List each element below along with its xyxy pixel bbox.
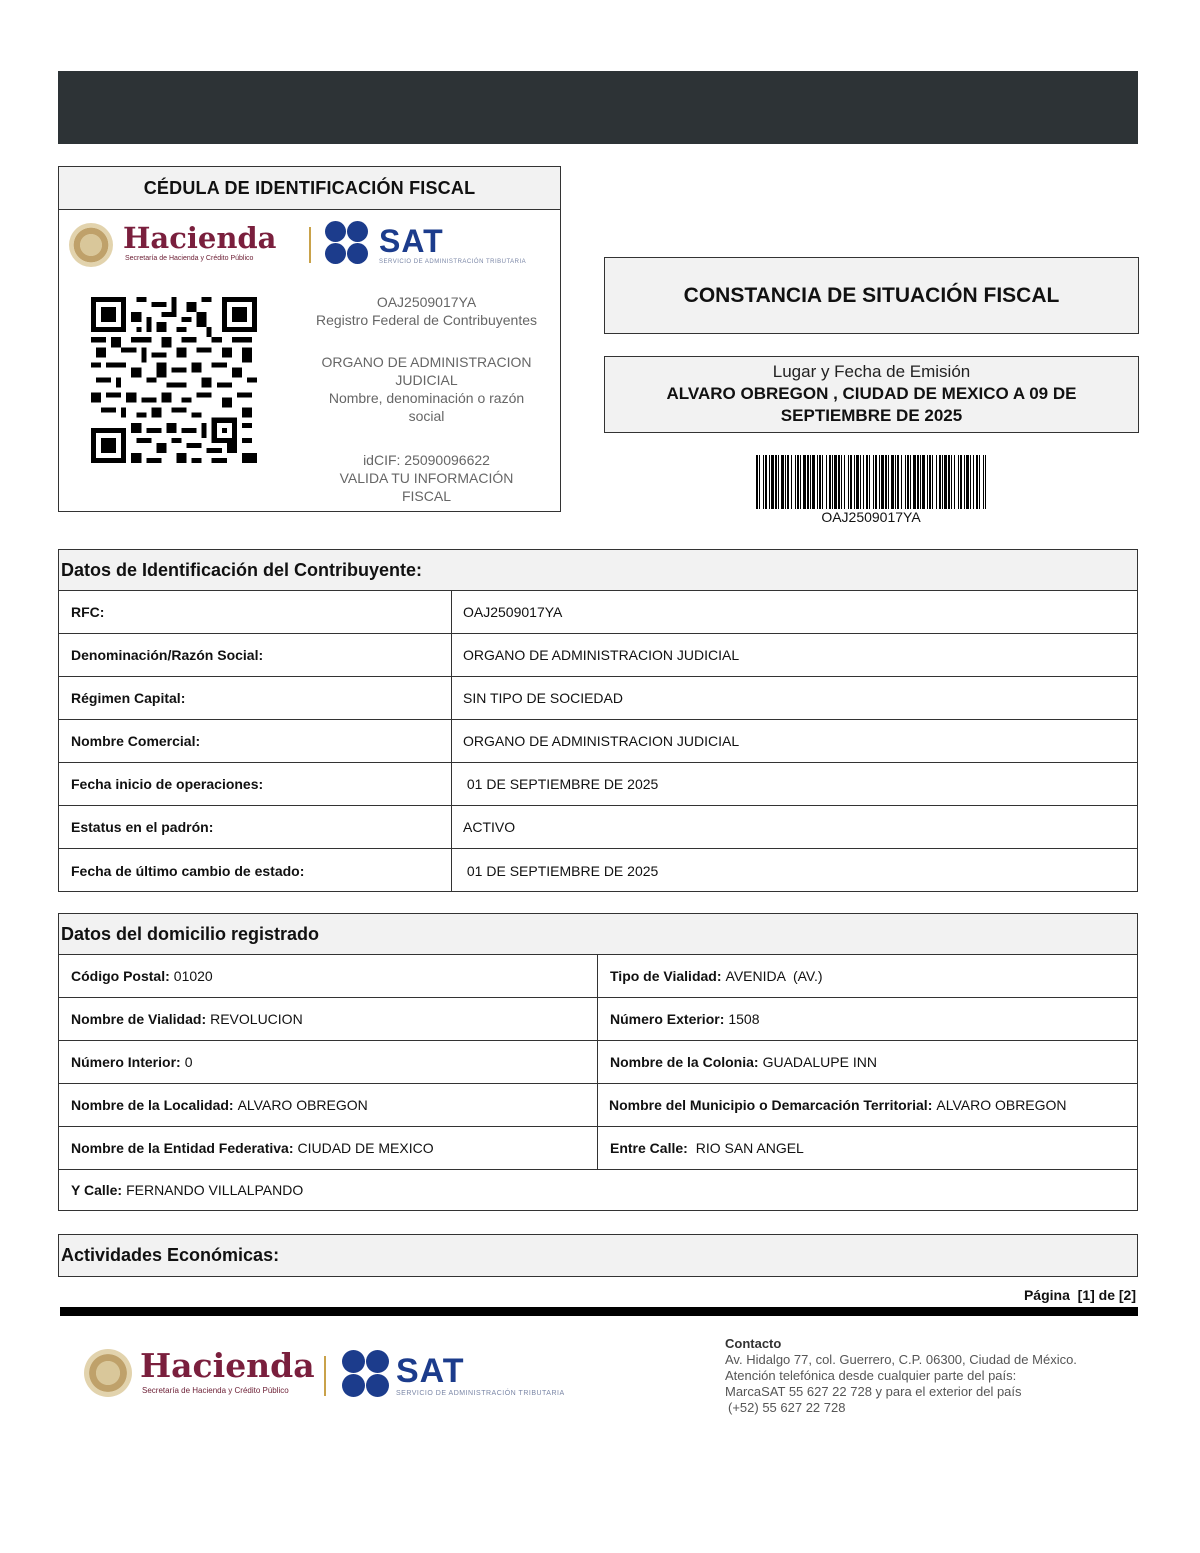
field-label: Tipo de Vialidad: [610, 968, 722, 984]
table-row [59, 720, 1137, 763]
barcode-icon [756, 455, 986, 509]
contacto-block [725, 1336, 1145, 1416]
contacto-line4: (+52) 55 627 22 728 [728, 1400, 846, 1415]
field-value: REVOLUCION [210, 1011, 303, 1027]
identificacion-section [58, 549, 1138, 892]
page-number: Página [1] de [2] [1023, 1287, 1136, 1303]
row-label: Estatus en el padrón: [59, 806, 452, 848]
logo-divider [309, 227, 311, 263]
top-banner [58, 71, 1138, 144]
table-row [59, 998, 1137, 1041]
cedula-idcif: idCIF: 25090096622 [363, 452, 490, 468]
table-row [59, 763, 1137, 806]
cedula-nombre-label-line2: social [408, 408, 445, 424]
field-label: Y Calle: [71, 1182, 123, 1198]
domicilio-cell [59, 1084, 598, 1126]
table-row [59, 1041, 1137, 1084]
cedula-valida-line2: FISCAL [401, 488, 451, 504]
table-row [59, 1084, 1137, 1127]
table-row [59, 955, 1137, 998]
table-row [59, 1170, 1137, 1210]
footer-logos [84, 1346, 584, 1406]
row-value: 01 DE SEPTIEMBRE DE 2025 [463, 776, 659, 792]
field-value: GUADALUPE INN [762, 1054, 877, 1070]
row-value: 01 DE SEPTIEMBRE DE 2025 [463, 862, 659, 879]
sat-logo-subtitle: SERVICIO DE ADMINISTRACIÓN TRIBUTARIA [396, 1390, 565, 1397]
row-value: ORGANO DE ADMINISTRACION JUDICIAL [463, 647, 740, 663]
field-label: Nombre de la Localidad: [71, 1097, 234, 1113]
domicilio-cell [59, 998, 598, 1040]
table-row [59, 591, 1137, 634]
domicilio-cell [598, 1127, 1137, 1169]
hacienda-logo-text: Hacienda [140, 1346, 315, 1385]
domicilio-cell [59, 1170, 1137, 1210]
row-label: Fecha de último cambio de estado: [59, 849, 452, 892]
cedula-info [299, 293, 554, 505]
cedula-title: CÉDULA DE IDENTIFICACIÓN FISCAL [59, 167, 560, 210]
field-label: Nombre de la Colonia: [610, 1054, 759, 1070]
table-row [59, 677, 1137, 720]
field-value: 1508 [728, 1011, 760, 1027]
sat-logo-subtitle: SERVICIO DE ADMINISTRACIÓN TRIBUTARIA [379, 259, 527, 265]
domicilio-cell [598, 1084, 1137, 1126]
constancia-title: CONSTANCIA DE SITUACIÓN FISCAL [604, 257, 1139, 334]
sat-logo-text: SAT [396, 1352, 465, 1390]
table-row [59, 634, 1137, 677]
row-value: OAJ2509017YA [463, 604, 563, 620]
cedula-nombre-line2: JUDICIAL [395, 372, 458, 388]
sat-dots-icon [342, 1350, 392, 1398]
field-label: Número Interior: [71, 1054, 181, 1070]
domicilio-cell [59, 1127, 598, 1169]
qr-code-icon [91, 297, 257, 463]
field-value: ALVARO OBREGON [237, 1097, 368, 1113]
contacto-line3: MarcaSAT 55 627 22 728 y para el exterior del país [725, 1384, 1022, 1399]
domicilio-title: Datos del domicilio registrado [59, 914, 1137, 955]
field-label: Número Exterior: [610, 1011, 725, 1027]
row-value: ACTIVO [463, 819, 516, 835]
lugar-fecha-value-line2: SEPTIEMBRE DE 2025 [780, 406, 963, 425]
field-value: ALVARO OBREGON [936, 1097, 1067, 1113]
field-value: FERNANDO VILLALPANDO [126, 1182, 304, 1198]
field-value: RIO SAN ANGEL [691, 1140, 804, 1156]
domicilio-cell [598, 998, 1137, 1040]
table-row [59, 1127, 1137, 1170]
row-label: Régimen Capital: [59, 677, 452, 719]
domicilio-cell [598, 1041, 1137, 1083]
cedula-nombre-line1: ORGANO DE ADMINISTRACION [321, 354, 532, 370]
field-label: Entre Calle: [610, 1140, 688, 1156]
field-label: Código Postal: [71, 968, 170, 984]
sat-dots-icon [325, 221, 373, 265]
domicilio-section [58, 913, 1138, 1211]
actividades-title: Actividades Económicas: [58, 1234, 1138, 1277]
cedula-card [58, 166, 561, 512]
row-label: RFC: [59, 591, 452, 633]
field-value: CIUDAD DE MEXICO [297, 1140, 434, 1156]
table-row [59, 849, 1137, 892]
cedula-rfc: OAJ2509017YA [376, 294, 477, 310]
lugar-fecha-label: Lugar y Fecha de Emisión [772, 362, 971, 381]
row-value: SIN TIPO DE SOCIEDAD [463, 690, 623, 706]
domicilio-cell [59, 955, 598, 997]
barcode-text: OAJ2509017YA [821, 509, 921, 525]
footer-divider [60, 1307, 1138, 1316]
lugar-fecha-box [604, 356, 1139, 433]
field-value: AVENIDA (AV.) [725, 968, 823, 984]
logo-divider [324, 1356, 326, 1396]
contacto-title: Contacto [725, 1336, 782, 1351]
contacto-line2: Atención telefónica desde cualquier parte del país: [725, 1368, 1017, 1383]
row-label: Denominación/Razón Social: [59, 634, 452, 676]
cedula-rfc-label: Registro Federal de Contribuyentes [315, 312, 537, 328]
field-label: Nombre de Vialidad: [71, 1011, 207, 1027]
contacto-address: Av. Hidalgo 77, col. Guerrero, C.P. 06300, Ciudad de México. [725, 1352, 1077, 1367]
mexico-seal-icon [69, 223, 113, 267]
domicilio-cell [598, 955, 1137, 997]
row-value: ORGANO DE ADMINISTRACION JUDICIAL [463, 733, 740, 749]
field-label: Nombre del Municipio o Demarcación Territorial: [609, 1097, 933, 1113]
sat-logo-text: SAT [379, 223, 444, 259]
cedula-valida-line1: VALIDA TU INFORMACIÓN [339, 470, 514, 486]
lugar-fecha-value-line1: ALVARO OBREGON , CIUDAD DE MEXICO A 09 DE [666, 384, 1077, 403]
field-value: 0 [184, 1054, 193, 1070]
identificacion-title: Datos de Identificación del Contribuyente: [59, 550, 1137, 591]
hacienda-logo-subtitle: Secretaría de Hacienda y Crédito Público [142, 1386, 289, 1395]
mexico-seal-icon [84, 1349, 132, 1397]
domicilio-cell [59, 1041, 598, 1083]
hacienda-logo-text: Hacienda [123, 221, 277, 255]
field-label: Nombre de la Entidad Federativa: [71, 1140, 294, 1156]
field-value: 01020 [173, 968, 213, 984]
cedula-nombre-label-line1: Nombre, denominación o razón [328, 390, 525, 406]
cedula-logos [69, 219, 559, 269]
table-row [59, 806, 1137, 849]
row-label: Fecha inicio de operaciones: [59, 763, 452, 805]
hacienda-logo-subtitle: Secretaría de Hacienda y Crédito Público [125, 255, 254, 262]
row-label: Nombre Comercial: [59, 720, 452, 762]
